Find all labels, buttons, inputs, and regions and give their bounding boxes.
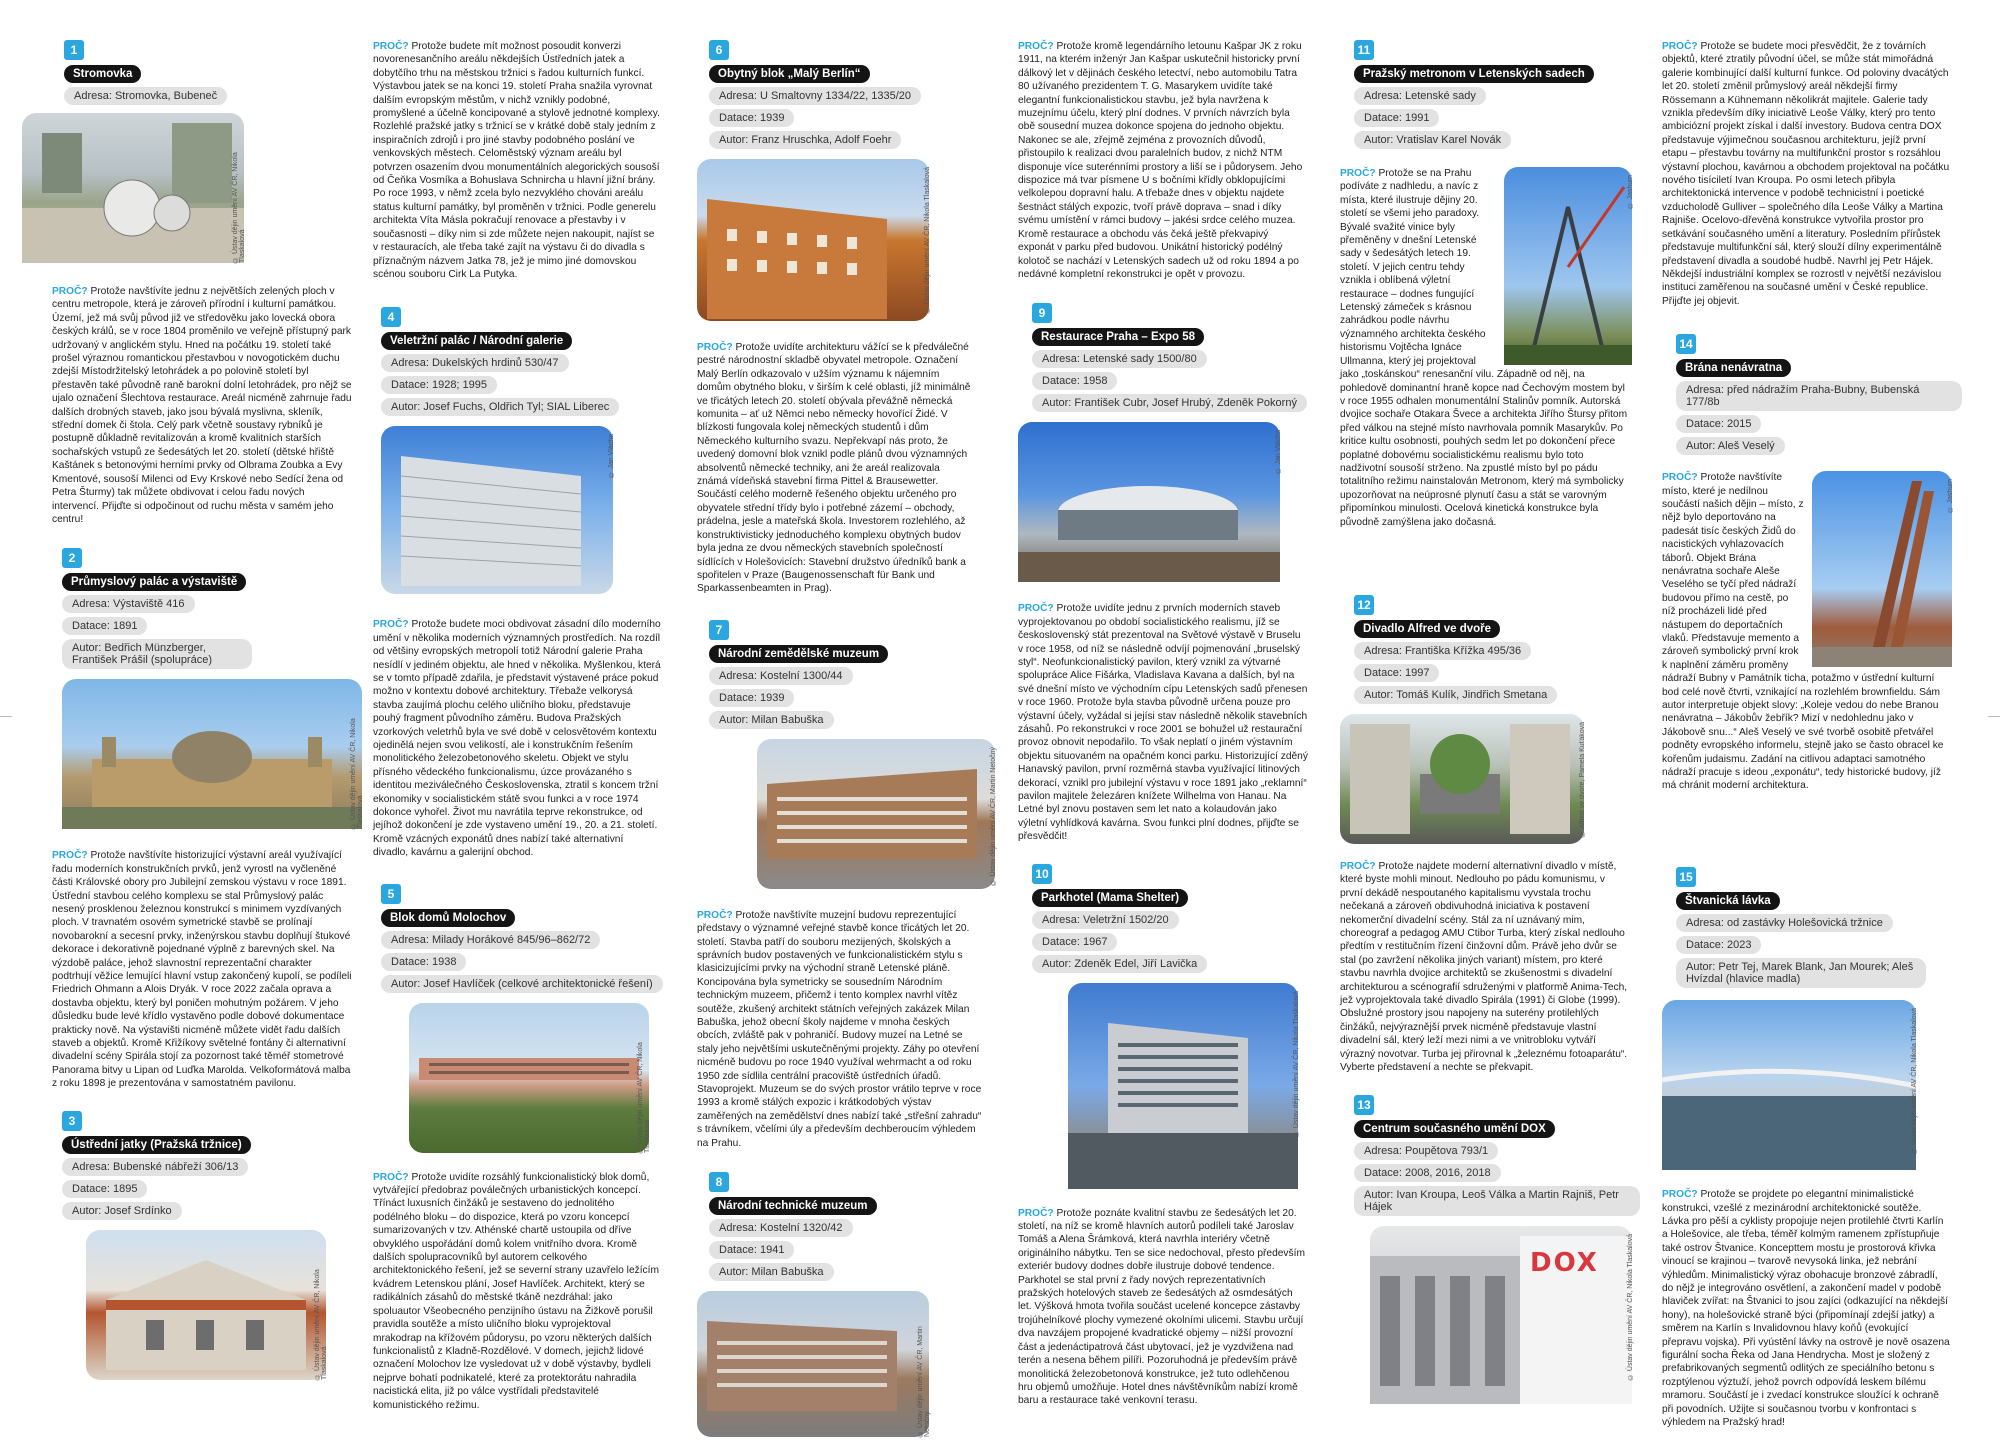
entry-12 (1354, 595, 1640, 844)
text-6 (697, 341, 973, 596)
entry-date: Datace: 1895 (62, 1180, 147, 1198)
paragraph: Protože uvidíte jednu z prvních moderních staveb vyprojektovanou po období socialistického realismu, jíž se československý stát prezentoval na Světové výstavě v Bruselu v roce 1958, od níž se následně odvíjí pojmenování „bruselský styl“. Neofunkcionalistický pavilon, který vznikl za výtvarné spolupráce Alice Fišárka, Vladislava Kavana a dalších, byl na své dnešní místo ve východním cípu Letenských sadů přenesen v roce 1960. Protože byla stavba původně určena pouze pro výstavní účely, vyžádal si jejísi stav následně několik stavebních zásahů. Po rekonstrukci v roce 2001 se bohužel už restaurační provoz obnovit nepodařilo. To však neplatí o jiném výstavním objektu situovaném na opačném konci parku. Historizující zděný Hanavský pavilon, první rozměrná stavba využívající litinových dekorací, vznikl pro jubilejní výstavu v roce 1891 jako „reklamní“ pavilon majitele železáren knížete Wilhelma von Hanau. Na Letné byl znovu postaven sem let nato a kolaudován jako výletní vyhlídková kavárna. Svou funkci plní dodnes, přijďte se přesvědčit! (1018, 603, 1308, 843)
photo-veletrzni-palac (381, 426, 613, 594)
entry-15 (1676, 867, 1962, 1170)
brana-illustration (1812, 471, 1952, 667)
entry-author: Autor: Josef Havlíček (celkové architektonické řešení) (381, 975, 663, 993)
photo-divadlo-alfred (1340, 714, 1584, 844)
entry-number: 9 (1032, 303, 1052, 323)
entry-14 (1676, 334, 1962, 455)
paragraph: Protože kromě legendárního letounu Kašpar JK z roku 1911, na kterém inženýr Jan Kašpar uskutečnil historicky první dálkový let v dějinách českého letectví, nebo automobilu Tatra 80 užívaného prezidentem T. G. Masarykem uvidíte také elegantní funkcionalistickou stavbu, jež byla navržena k muzejnímu účelu, který plní dodnes. V prvních návrzích byla obě sousední muzea dokonce spojena do jednoho objektu. Nakonec se ale, zřejmě zejména z provozních důvodů, přistoupilo k realizaci dvou paralelních budov, z nichž NTM disponuje více suterénními prostory a liší se i půdorysem. Jeho dispozice má tvar písmene U s bočními křídly obklopujícími velkolepou dopravní halu. A třebaže dnes v objektu najdete šestnáct stálých expozic, tvoří právě doprava – snad i díky svému umístění v rámci budovy – jakési srdce celého muzea. Kromě restaurace a obchodu vás čeká ještě překvapivý exponát v parku před budovou. Unikátní historický podélný kolotoč se nachází v Letenských sadech už od roku 1894 a po nedávné kompletní rekonstrukci je opět v provozu. (1018, 41, 1303, 280)
market-illustration (86, 1230, 326, 1380)
text-13 (1662, 40, 1950, 308)
entry-title: Pražský metronom v Letenských sadech (1354, 65, 1594, 83)
entry-date: Datace: 1958 (1032, 372, 1117, 390)
entry-number: 15 (1676, 867, 1696, 887)
entry-address: Adresa: Stromovka, Bubeneč (64, 87, 227, 105)
photo-credit: © Ústav dějin umění AV ČR, Martin Netočný (990, 746, 997, 886)
photo-metronom (1504, 167, 1632, 365)
entry-title: Národní technické muzeum (709, 1197, 877, 1215)
entry-1 (22, 40, 252, 263)
berlin-illustration (697, 159, 929, 321)
tech-illustration (697, 1291, 929, 1437)
photo-credit: © Ústav dějin umění AV ČR, Martin Netočný (917, 1326, 931, 1438)
entry-address: Adresa: před nádražím Praha-Bubny, Bubenská 177/8b (1676, 381, 1962, 411)
photo-jatky (86, 1230, 326, 1380)
zeme-illustration (757, 739, 995, 889)
photo-prumyslovy-palac (62, 679, 362, 829)
photo-expo-58 (1018, 422, 1280, 582)
entry-number: 13 (1354, 1095, 1374, 1115)
entry-address: Adresa: Kostelní 1320/42 (709, 1219, 853, 1237)
entry-number: 1 (64, 40, 84, 60)
entry-13 (1354, 1095, 1640, 1404)
entry-address: Adresa: Milady Horákové 845/96–862/72 (381, 931, 600, 949)
metronom-illustration (1504, 167, 1632, 365)
entry-author: Autor: Milan Babuška (709, 1263, 834, 1281)
text-15 (1662, 1188, 1950, 1429)
photo-credit: © Jashum (1947, 479, 1954, 513)
entry-date: Datace: 2008, 2016, 2018 (1354, 1164, 1501, 1182)
entry-address: Adresa: od zastávky Holešovická tržnice (1676, 914, 1893, 932)
molochov-illustration (409, 1003, 649, 1153)
entry-title: Obytný blok „Malý Berlín“ (709, 65, 870, 83)
entry-author: Autor: Josef Srdínko (62, 1202, 182, 1220)
photo-stvanicka-lavka (1662, 1000, 1916, 1170)
proc-label: PROČ? (697, 909, 733, 921)
entry-4 (381, 307, 683, 594)
text-3 (373, 40, 661, 281)
entry-author: Autor: Tomáš Kulík, Jindřich Smetana (1354, 686, 1557, 704)
entry-author: Autor: Bedřich Münzberger, František Prášil (spolupráce) (62, 639, 252, 669)
entry-11-body (1340, 167, 1640, 587)
photo-brana-nenavratna (1812, 471, 1952, 667)
entry-author: Autor: Vratislav Karel Novák (1354, 131, 1511, 149)
entry-address: Adresa: Veletržní 1502/20 (1032, 911, 1179, 929)
photo-credit: © Ústav dějin umění AV ČR, Nikola Tlaskalová (637, 1041, 651, 1153)
dox-sign: DOX (1530, 1247, 1599, 1278)
entry-2 (62, 548, 364, 830)
entry-author: Autor: František Cubr, Josef Hrubý, Zdeněk Pokorný (1032, 394, 1307, 412)
paragraph: Protože navštívíte historizující výstavní areál využívající řadu moderních konstrukčních prvků, jenž vyrostl na vyčleněné části Královské obory pro Jubilejní zemskou výstavu v roce 1891. Ústřední stavbou celého komplexu se stal Průmyslový palác nesený prosklenou železnou konstrukcí s minimem vyzdívaných ploch. V travnatém osovém symetrické stavbě se prolínají novobarokní a secesní prvky, inženýrskou stavbu doplňují štukové dekorace i dekorativně pojednané výplně z barevných skel. Na výzdobě paláce, jehož slavnostní reprezentační charakter podtrhují věžice lemující hlavní vstup zakončený kupolí, se podíleli Friedrich Ohmann a Alois Dryák. V roce 2022 začala oprava a dostavba objektu, který byl poničen mohutným požárem. V jeho důsledku bude levé křídlo vystavěno podle dobové dokumentace prakticky nově. Na výstavišti nicméně můžete vidět řadu dalších staveb a objektů. Kromě Křižíkovy světelné fontány či alternativní divadelní scény Spirála stojí za pozornost také těméř stometrové Panorama bitvy u Lipan od Luďka Marolda. Velkoformátová malba z roku 1898 je prezentována v samostatném pavilonu. (52, 850, 352, 1090)
entry-date: Datace: 1967 (1032, 933, 1117, 951)
text-12 (1340, 860, 1630, 1075)
text-2 (52, 849, 352, 1090)
entry-date: Datace: 2023 (1676, 936, 1761, 954)
entry-number: 2 (62, 548, 82, 568)
entry-number: 4 (381, 307, 401, 327)
paragraph: Protože navštívíte místo, které je nedílnou součástí našich dějin – místo, z nějž bylo deportováno na padesát tisíc českých Židů do nacistických vyhlazovacích táborů. Objekt Brána nenávratna sochaře Aleše Veselého se tyčí před nádraží budovou přímo na cestě, po níž procházeli lidé před nástupem do deportačních vlaků. Představuje memento a zároveň symbolický první krok k naplnění záměru proměny nádraží Bubny v Památník ticha, potažmo v ústřední kulturní bod celé nově čtvrti, vznikající na rozlehlém brownfieldu. Sám autor interpretuje objekt slovy: „Koleje vedou do nebe Branou nenávratna – Jákobův žebřík? Mizí v nedohlednu jako v Jákobově snu...“ Aleš Veselý ve své tvorbě osobitě přetvářel podněty evropského informelu, stejně jako se často obracel ke kořenům judaismu. Zadání na citlivou adaptaci samotného nádraží pracuje s ideou „exponátu“, tedy historické budovy, jíž má chránit moderní architektura. (1662, 472, 1944, 792)
entry-date: Datace: 1938 (381, 953, 466, 971)
entry-address: Adresa: Františka Křížka 495/36 (1354, 642, 1531, 660)
proc-label: PROČ? (1018, 1207, 1054, 1219)
entry-author: Autor: Petr Tej, Marek Blank, Jan Mourek; Aleš Hvízdal (hlavice madla) (1676, 958, 1926, 988)
proc-label: PROČ? (1662, 41, 1698, 52)
entry-author: Autor: Franz Hruschka, Adolf Foehr (709, 131, 901, 149)
text-8 (1018, 40, 1306, 281)
entry-title: Restaurace Praha – Expo 58 (1032, 328, 1204, 346)
entry-date: Datace: 1997 (1354, 664, 1439, 682)
photo-credit: © Jan Vlácha (608, 434, 615, 478)
proc-label: PROČ? (697, 342, 733, 353)
entry-3 (62, 1111, 328, 1380)
column-6 (1662, 40, 1962, 1429)
entry-author: Autor: Aleš Veselý (1676, 437, 1785, 455)
alfred-illustration (1340, 714, 1584, 844)
entry-address: Adresa: Bubenské nábřeží 306/13 (62, 1158, 248, 1176)
paragraph: Protože se na Prahu podíváte z nadhledu, a navíc z místa, které ilustruje dějiny 20. století se všemi jeho paradoxy. Bývalé svažité vinice byly přeměněny v dnešní Letenské sady v šedesátých letech 19. století. V jejich centru tehdy vznikla i oblíbená výletní restaurace – dodnes fungující Letenský zámeček s krásnou zahrádkou podle návrhu významného architekta českého historismu Vojtěcha Ignáce Ullmanna, který jej projektoval jako „toskánskou“ renesanční vilu. Západně od něj, na pohledově dominantní hraně kopce nad Čechovým mostem byl v roce 1955 odhalen monumentální Stalinův pomník. Autorská dvojice sochaře Otakara Švece a architekta Jiřího Štursy přitom před válkou na stejné místo navrhovala pomník Masarykův. Po kritice kultu osobnosti, pouhých sedm let po dokončení přece poplatné dobovému socialistickému realismu bylo toto nadživotní sousoší strženo. Na zpustlé místo byl po pádu totalitního režimu nainstalován Metronom, který má symbolicky upozorňovat na neúprosné plynutí času a stát se varovným připomínkou minulosti. Ocelová kinetická konstrukce byla původně zamýšlena jako dočasná. (1340, 168, 1628, 528)
entry-address: Adresa: U Smaltovny 1334/22, 1335/20 (709, 87, 921, 105)
entry-number: 12 (1354, 595, 1374, 615)
photo-dox (1370, 1226, 1632, 1404)
photo-credit: © Ústav dějin umění AV ČR, Nikola Tlaskalová (1293, 990, 1300, 1137)
fold-mark (1988, 716, 2000, 717)
entry-14-body (1662, 471, 1962, 853)
text-5 (373, 1171, 661, 1412)
entry-address: Adresa: Dukelských hrdinů 530/47 (381, 354, 569, 372)
entry-title: Blok domů Molochov (381, 909, 515, 927)
entry-number: 8 (709, 1172, 729, 1192)
photo-maly-berlin (697, 159, 929, 321)
entry-date: Datace: 1939 (709, 109, 794, 127)
text-10 (1018, 1207, 1306, 1408)
proc-label: PROČ? (373, 41, 409, 52)
entry-address: Adresa: Kostelní 1300/44 (709, 667, 853, 685)
text-1 (52, 285, 352, 526)
expo-illustration (1018, 422, 1280, 582)
entry-number: 11 (1354, 40, 1374, 60)
proc-label: PROČ? (1662, 472, 1698, 484)
entry-address: Adresa: Letenské sady (1354, 87, 1486, 105)
parkhotel-illustration (1068, 983, 1298, 1189)
column-3 (697, 40, 997, 1437)
paragraph: Protože uvidíte architekturu vážící se k předválečné pestré národnostní skladbě obyvatel metropole. Označení Malý Berlín odkazovalo v užším významu k nájemním domům obytného bloku, v širším k celé oblasti, jíž minimálně ve třicátých letech 20. století obývala převážně německá komunita – ať už Němci nebo německy hovořící Židé. V blízkosti fungovala kolej německých studentů i dům Německého kulturního svazu. Nepřekvapí nás proto, že uvedený domovní blok vznikl podle plánů dvou významných absolventů německé techniky, ani že areál realizovala známá vídeňská stavební firma Pittel & Brausewetter. Součástí celého moderně řešeného objektu určeného pro obyvatele střední třídy bylo i potřebné zázemí – obchody, prádelna, jesle a mateřská škola. Investorem rozlehlého, až konstruktivisticky jednoduchého komplexu obytných budov byla jedna ze dvou německých stavebních společností sídlících v Holešovicích: Stavební družstvo úředníků bank a spořitelen v Praze (Baugenossenschaft für Bank und Sparkassenbeamten in Prag). (697, 342, 971, 595)
entry-date: Datace: 2015 (1676, 415, 1761, 433)
photo-credit: © Ústav dějin umění AV ČR, Nikola Tlaskalová (924, 167, 931, 314)
entry-title: Parkhotel (Mama Shelter) (1032, 889, 1188, 907)
paragraph: Protože najdete moderní alternativní divadlo v místě, které byste mohli minout. Nedlouho po pádu komunismu, v první dekádě nespoutaného kapitalismu vyvstala trochu nečekaná a zároveň obdivuhodná iniciativa k postavení nekomerční divadelní scény. Stál za ní uznávaný mim, choreograf a pedagog AMU Ctibor Turba, který získal nedlouho předtím v restitučním řízení činžovní dům. Právě jeho dvůr se stal (po zavržení několika jiných variant) místem, pro které stavbu navrhla dvojice architektů se zkušenostmi s divadelní architekturou a scénografií sdruženými v platformě Anima-Tech, jež vyprojektovala také divadlo Spirála (1991) či Globe (1999). Obslužné prostory jsou napojeny na suterény protilehlých činžáků, nejvýraznější prvek nicméně představuje vlastní divadelní sál, který leží mezi nimi a ve vnitrobloku vytváří výrazný novotvar. Turba jej přirovnal k „železnému fotoaparátu“. Vyberte představení a nechte se překvapit. (1340, 861, 1628, 1074)
entry-title: Stromovka (64, 65, 141, 83)
fold-mark (0, 716, 12, 717)
photo-zemedelske-muzeum (757, 739, 995, 889)
entry-author: Autor: Josef Fuchs, Oldřich Tyl; SIAL Liberec (381, 398, 619, 416)
proc-label: PROČ? (1340, 168, 1376, 179)
proc-label: PROČ? (1340, 861, 1376, 872)
photo-credit: © Ústav dějin umění AV ČR, Nikola Tlaskalová (1627, 1233, 1634, 1380)
photo-credit: © Ústav dějin umění AV ČR, Nikola Tlaskalová (314, 1268, 328, 1380)
photo-technicke-muzeum (697, 1291, 929, 1437)
photo-credit: © Ústav dějin umění AV ČR, Nikola Tlaskalová (232, 152, 246, 263)
entry-6 (709, 40, 997, 321)
entry-address: Adresa: Poupětova 793/1 (1354, 1142, 1498, 1160)
entry-7 (709, 620, 997, 889)
photo-stromovka (22, 113, 244, 263)
entry-date: Datace: 1928; 1995 (381, 376, 497, 394)
entry-10 (1032, 864, 1318, 1189)
entry-number: 10 (1032, 864, 1052, 884)
entry-date: Datace: 1939 (709, 689, 794, 707)
column-1 (22, 40, 364, 1380)
paragraph: Protože poznáte kvalitní stavbu ze šedesátých let 20. století, na níž se kromě hlavních autorů podíleli také Jaroslav Tomáš a Alena Šrámková, která navrhla interiéry včetně originálního nábytku. Ten se sice nedochoval, přesto především exteriér budovy dodnes dobře ilustruje dobové tendence. Parkhotel se stal první z řady nových reprezentativních pražských hotelových staveb ze šedesátých až osmdesátých let. Výšková hmota tvořila součást ucelené koncepce zástavby trojúhelníkové plochy vymezené okolními ulicemi. Stavbu určují dva navzájem propojené kvadratické objemy – nižší provozní část a jedenáctipatrová část ubytovací, jež je vyzdvižena nad terén a nesena během pilíři. Pozoruhodná je především právě monolitická železobetonová konstrukce, jež tuto odlehčenou hru objemů umožňuje. Hotel dnes návštěvníkům nabízí kromě baru a restaurace také venkovní terasu. (1018, 1207, 1305, 1407)
entry-date: Datace: 1941 (709, 1241, 794, 1259)
text-4 (373, 618, 661, 859)
entry-11 (1354, 40, 1640, 149)
photo-credit: © Ústav dějin umění AV ČR, Nikola Tlaskalová (1911, 1008, 1918, 1155)
entry-number: 5 (381, 884, 401, 904)
entry-author: Autor: Milan Babuška (709, 711, 834, 729)
proc-label: PROČ? (1018, 41, 1054, 52)
proc-label: PROČ? (373, 1171, 409, 1183)
column-2 (373, 40, 683, 1412)
entry-title: Veletržní palác / Národní galerie (381, 332, 572, 350)
lavka-illustration (1662, 1000, 1916, 1170)
photo-parkhotel (1068, 983, 1298, 1189)
entry-5 (381, 884, 683, 1153)
entry-title: Centrum současného umění DOX (1354, 1120, 1555, 1138)
text-9 (1018, 602, 1308, 843)
entry-number: 3 (62, 1111, 82, 1131)
proc-label: PROČ? (1662, 1189, 1698, 1201)
proc-label: PROČ? (52, 850, 88, 862)
paragraph: Protože se budete moci přesvědčit, že z továrních objektů, které ztratily původní účel, se může stát mimořádná galerie kombinující další kulturní funkce. Od poloviny dvacátých let 20. století změnil průmyslový areál někdejší firmy Rössemann a Kühnemann několikrát majitele. Galerie tady vznikla především díky iniciativě Leoše Války, který pro tento ambiciózní projekt získal i další investory. Budova centra DOX představuje výjimečnou současnou architekturu, jejíž první etapu – přestavbu továrny na multifunkční prostor s rozsáhlou výstavní plochou, kavárnou a obchodem projektoval na počátku nového tisíciletí Ivan Kroupa. Po osmi letech přibyla architektonická intervence v podobě technicistní i poetické vzducholodě Gulliver – společného díla Leoše Války a Martina Rajniše. Ocelovo-dřevěná konstrukce vytvořila prostor pro setkávání současného umění a literatury. Posledním přírůstek představuje multifunkční sál, který slouží dílny experimentálně představení divadla a soudobé hudbě. Navrhl jej Petr Hájek. Někdejší industriální komplex se rozrostl v největší nezávislou instituci zaměřenou na současné umění v České republice. Přijďte jej objevit. (1662, 41, 1950, 307)
column-5 (1340, 40, 1640, 1404)
text-7 (697, 909, 985, 1150)
entry-author: Autor: Ivan Kroupa, Leoš Válka a Martin Rajniš, Petr Hájek (1354, 1186, 1640, 1216)
veletrh-illustration (381, 426, 613, 594)
entry-title: Divadlo Alfred ve dvoře (1354, 620, 1500, 638)
entry-title: Národní zemědělské muzeum (709, 645, 888, 663)
entry-number: 7 (709, 620, 729, 640)
paragraph: Protože se projdete po elegantní minimalistické konstrukci, vzešlé z mezinárodní architektonické soutěže. Lávka pro pěší a cyklisty propojuje nejen protilehlé čtvrti Karlín a Holešovice, ale třeba, téměř kolmým ramenem zpřístupňuje také ostrov Štvanice. Koncepttem mostu je prostorová křivka vinoucí se krajinou – tvarově nevysoká linka, jež nebrání výhledům. Minimalistický výraz obohacuje bronzové zábradlí, do nějž je integrováno osvětlení, a zakončení madel v podobě hlaviček zvířat: na Štvanici to jsou zajíci (odkazující na někdejší hony), na holešovické straně býci (připomínají zdejší jatky) a směrem na Karlín s Invalidovnou hlavy koňů (evokující přepravu vojska). Při vyústění lávky na ostrově je nově osazena figurální socha Řeka od Jana Hendrycha. Most je složený z prefabrikovaných segmentů odlitých ze speciálního betonu s rozptýlenou výztuží, jehož povrch odpovídá leskem bílému mramoru. Součástí je i zvedací konstrukce sloužící k ochraně při povodních. Užijte si současnou tvorbu v konfrontaci s výhledem na Pražský hrad! (1662, 1189, 1950, 1429)
palace-illustration (62, 679, 362, 829)
entry-number: 6 (709, 40, 729, 60)
entry-8 (709, 1172, 997, 1437)
photo-credit: © Alfred ve dvoře, Pamela Kuťáková (1579, 722, 1586, 838)
photo-credit: © Ústav dějin umění AV ČR, Nikola Tlaskalová (350, 718, 364, 830)
paragraph: Protože navštívíte jednu z největších zelených ploch v centru metropole, která je zároveň přírodní i kulturní památkou. Území, jež má svůj původ již ve středověku jako lovecká obora českých králů, se v roce 1804 proměnilo ve veřejně přístupný park udržovaný v anglickém stylu. Hned na počátku 19. století také prošel výraznou romantickou přestavbou v novogotickém duchu zdejší Místodržitelský letohrádek a po polovině století byl přestavěn také původně raně barokní dolní letohrádek, pro nějž se ujalo označení Šlechtova restaurace. Areál nicméně zahrnuje řadu dalších drobných staveb, jako jsou bývalá myslivna, skleník, střední domek či štola. Celý park včetně soustavy rybníků je postupně důkladně revitalizován a kromě kvalitních starších sochařských vstupů ze šedesátých let 20. století (dětské hřiště Kaštánek s betonovými herními prvky od Olbrama Zoubka a Evy Kmentové, sousoší Milenci od Evy Krskové nebo Sedící žena od Petra Šturmy) tak můžete obdivovat i celou řadu nových intervencí. Přijďte si odpočinout od ruchu města v samém jeho centru! (52, 286, 352, 525)
entry-title: Brána nenávratna (1676, 359, 1791, 377)
paragraph: Protože navštívíte muzejní budovu reprezentující představy o významné veřejné stavbě konce třicátých let 20. století. Stavba patří do souboru mezijených, školských a správních budov postavených ve funkcionalistickém stylu s klasicizujícími prvky na východní straně Letenské pláně. Koncipována byla symetricky se sousedním Národním technickým muzeem, přičemž i tento komplex navrhl vítěz soutěže, zkušený architekt státních veřejných zakázek Milan Babuška, jehož obecní školy najdeme v mnoha českých obcích, zvláště pak v pohraničí. Budovy muzeí na Letné se staly jeho největšími uskutečněnými projekty. Záhy po otevření nicméně budovu po roce 1940 využíval wehrmacht a od roku 1950 zde sídlila centrální pracoviště ústředních úřadů. Stavoprojekt. Muzeum se do svých prostor vrátilo teprve v roce 1993 a kromě stálých expozic i krátkodobých výstav zaměřených na zemědělství dnes nabízí také „střešní zahradu“ s trávníkem, včelími úly a především dechberoucím výhledem na Prahu. (697, 909, 982, 1149)
paragraph: Protože uvidíte rozsáhlý funkcionalistický blok domů, vytvářející předobraz poválečných urbanistických koncepcí. Třínáct luxusních činžáků je sestaveno do jednolitého podélného bloku – do dispozice, která po vzoru koncepcí sumarizovaných v tzv. Athénské chartě ustoupila od dříve obvyklého uspořádání domů kolem vnitřního dvora. Kromě dalších spolupracovníků byl autorem celkového architektonického řešení, jež se severní strany uzavřelo ležícím kvádrem Letenskou plání, Josef Havlíček. Architekt, který se radikálních zásahů do městské tkáně nezdráhal: jako spoluautor Všeobecného penzijního ústavu na Žižkově porušil pravidla soutěže a místo uličního bloku vyprojektoval mrakodrap na křížovém půdorysu, po vzoru některých dalších funkcionalistů z Kladně-Rozdělové. V domech, jejichž lidové označení Molochov lze vysledovat už v době výstavby, bydleli nejprve bohatí podnikatelé, které za protektorátu nahradila nacistická elita, již po válce vystřídali představitelé komunistického režimu. (373, 1171, 659, 1411)
entry-address: Adresa: Letenské sady 1500/80 (1032, 350, 1207, 368)
entry-author: Autor: Zdeněk Edel, Jiří Lavička (1032, 955, 1207, 973)
proc-label: PROČ? (52, 286, 88, 297)
column-4 (1018, 40, 1318, 1408)
entry-title: Štvanická lávka (1676, 892, 1780, 910)
entry-9 (1032, 303, 1318, 582)
photo-molochov (409, 1003, 649, 1153)
entry-title: Průmyslový palác a výstaviště (62, 573, 246, 591)
photo-credit: © Jan Vlácha (1275, 430, 1282, 474)
paragraph: Protože budete mít možnost posoudit konverzi novorenesančního areálu někdejších Ústředních jatek a dobytčího trhu na městskou tržnici s řadou kulturních funkcí. Výstavbou jatek se na konci 19. století Praha snažila vyrovnat dalším evropským městům, v nichž vznikly podobné, promyšlené a účelně koncipované a stylově jednotné komplexy. Rozlehlé pražské jatky s tržnicí se v krátké době staly jedním z inspiračních zdrojů i pro jiné stavby podobného poslání ve venkovských městech. Celoměstský význam areálu byl potvrzen osazením dvou monumentálních alegorických sousoší od Čeňka Vosmíka a Bohuslava Schnircha u hlavní jižní brány. Po roce 1993, v němž zcela bylo nezvyklého chováni areálu status kulturní památky, byl proměněn v tržnici. Podle generelu architekta Víta Másla pokračují renovace a přestavby i v současnosti – díky nim si zde můžete nejen nakoupit, najíst se v restauracích, ale třeba také zajít na výstavu či do divadla s příznačným názvem Jatka 78, jež je mimo jiné domovskou scénou souboru Cirk La Putyka. (373, 41, 660, 280)
proc-label: PROČ? (373, 619, 409, 631)
entry-date: Datace: 1991 (1354, 109, 1439, 127)
entry-title: Ústřední jatky (Pražská tržnice) (62, 1136, 251, 1154)
paragraph: Protože budete moci obdivovat zásadní dílo moderního umění v několika moderních významných prostředích. Na rozdíl od většiny evropských metropolí totiž Národní galerie Praha nesídlí v jediném objektu, ale hned v několika. Myšlenkou, která se v tomto případě zdařila, je představit výstavené práce pokud možno v kontextu dobové architektury. Třebaže velkorysá stavba zaujímá plochu celého uličního bloku, představuje pouhý fragment původního záměru. Budova Pražských vzorkových veletrhů byla ve své době v celosvětovém kontextu ojedinělá nejen svou velikostí, ale i konstrukčním řešením monolitického železobetonového skeletu. Objekt ve stylu přísného vědeckého funkcionalismu, úzce provázaného s identitou meziválečného Československa, ztratil s koncem tržní ekonomiky v socialistickém státě svou funkci a v roce 1974 dokonce vyhořel. Život mu navrátila teprve rekonstrukce, od jejíhož dokončení je zde vystaveno umění 19., 20. a 21. století. Kromě vzácných exponátů dnes nabízí také alternativní divadlo, kavárnu a galerijní obchod. (373, 619, 661, 859)
entry-address: Adresa: Výstaviště 416 (62, 595, 195, 613)
entry-date: Datace: 1891 (62, 617, 147, 635)
entry-number: 14 (1676, 334, 1696, 354)
photo-credit: © Jashum (1627, 175, 1634, 209)
proc-label: PROČ? (1018, 603, 1054, 615)
playground-illustration (22, 113, 244, 263)
